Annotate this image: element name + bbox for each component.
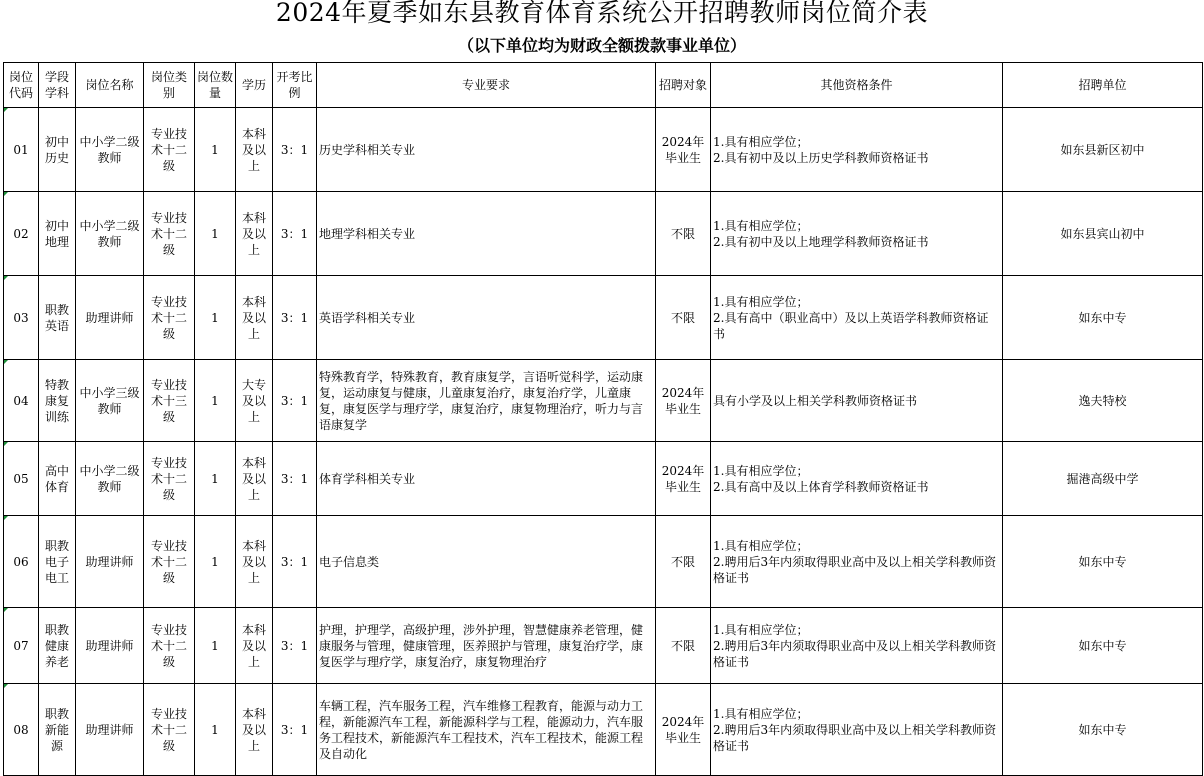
header-target[interactable]: 招聘对象 xyxy=(656,63,711,108)
cell-text: 3：1 xyxy=(280,393,309,408)
table-row xyxy=(4,608,1203,684)
cell-text: 专业技术十二级 xyxy=(150,538,187,585)
cell-text: 英语学科相关专业 xyxy=(319,310,416,325)
table-row xyxy=(4,108,1203,192)
header-other[interactable]: 其他资格条件 xyxy=(711,63,1003,108)
cell-ratio[interactable] xyxy=(273,684,317,776)
cell-name[interactable] xyxy=(76,276,144,360)
cell-count[interactable] xyxy=(195,108,236,192)
cell-text: 具有小学及以上相关学科教师资格证书 xyxy=(713,393,918,408)
cell-name[interactable] xyxy=(76,442,144,516)
cell-text: 本科及以上 xyxy=(241,455,266,502)
cell-code[interactable] xyxy=(4,276,39,360)
cell-category[interactable] xyxy=(144,108,195,192)
cell-count[interactable] xyxy=(195,360,236,442)
cell-text: 3：1 xyxy=(280,310,309,325)
cell-category[interactable] xyxy=(144,608,195,684)
cell-target[interactable] xyxy=(656,608,711,684)
cell-text: 本科及以上 xyxy=(241,294,266,341)
cell-education[interactable] xyxy=(236,276,273,360)
cell-text: 3：1 xyxy=(280,471,309,486)
cell-target[interactable] xyxy=(656,276,711,360)
cell-text: 本科及以上 xyxy=(241,126,266,173)
cell-text: 本科及以上 xyxy=(241,538,266,585)
cell-unit[interactable] xyxy=(1003,276,1203,360)
cell-text: 2024年毕业生 xyxy=(661,463,705,494)
cell-category[interactable] xyxy=(144,276,195,360)
cell-code[interactable] xyxy=(4,442,39,516)
cell-education[interactable] xyxy=(236,608,273,684)
cell-category[interactable] xyxy=(144,360,195,442)
cell-text: 特殊教育学，特殊教育，教育康复学，言语听觉科学，运动康复，运动康复与健康，儿童康复治疗，康复治疗学，儿童康复，康复医学与理疗学，康复治疗，康复物理治疗，听力与言语康复学 xyxy=(319,369,644,432)
table-row xyxy=(4,192,1203,276)
cell-text: 本科及以上 xyxy=(241,706,266,753)
cell-unit[interactable] xyxy=(1003,360,1203,442)
cell-text: 07 xyxy=(13,638,29,653)
cell-text: 1 xyxy=(211,393,219,408)
cell-text: 职教健康养老 xyxy=(44,622,69,669)
cell-unit[interactable] xyxy=(1003,684,1203,776)
cell-other[interactable] xyxy=(711,192,1003,276)
cell-category[interactable] xyxy=(144,516,195,608)
cell-text: 05 xyxy=(13,471,29,486)
cell-major[interactable] xyxy=(317,360,656,442)
cell-subject[interactable] xyxy=(39,360,76,442)
cell-ratio[interactable] xyxy=(273,608,317,684)
cell-subject[interactable] xyxy=(39,108,76,192)
cell-unit[interactable] xyxy=(1003,516,1203,608)
cell-text: 大专及以上 xyxy=(241,377,266,424)
cell-text: 01 xyxy=(13,142,29,157)
cell-target[interactable] xyxy=(656,442,711,516)
cell-text: 3：1 xyxy=(280,554,309,569)
table-row xyxy=(4,276,1203,360)
cell-unit[interactable] xyxy=(1003,108,1203,192)
cell-text: 1 xyxy=(211,638,219,653)
cell-text: 中小学二级教师 xyxy=(79,218,140,249)
cell-name[interactable] xyxy=(76,360,144,442)
cell-text: 专业技术十二级 xyxy=(150,294,187,341)
cell-ratio[interactable] xyxy=(273,442,317,516)
cell-text: 如东县宾山初中 xyxy=(1060,226,1145,241)
cell-text: 1 xyxy=(211,554,219,569)
cell-text: 如东中专 xyxy=(1078,554,1127,569)
cell-text: 职教电子电工 xyxy=(44,538,69,585)
cell-education[interactable] xyxy=(236,192,273,276)
cell-major[interactable] xyxy=(317,608,656,684)
cell-subject[interactable] xyxy=(39,442,76,516)
cell-ratio[interactable] xyxy=(273,516,317,608)
cell-text: 护理，护理学，高级护理，涉外护理，智慧健康养老管理，健康服务与管理，健康管理，医养照护与管理，康复治疗学，康复医学与理疗学，康复治疗，康复物理治疗 xyxy=(319,622,644,669)
header-ratio[interactable]: 开考比例 xyxy=(273,63,317,108)
cell-other[interactable] xyxy=(711,442,1003,516)
cell-text: 初中历史 xyxy=(44,134,69,165)
cell-text: 助理讲师 xyxy=(85,722,134,737)
cell-text: 本科及以上 xyxy=(241,210,266,257)
header-code[interactable]: 岗位代码 xyxy=(4,63,39,108)
cell-education[interactable] xyxy=(236,516,273,608)
cell-code[interactable] xyxy=(4,516,39,608)
cell-name[interactable] xyxy=(76,608,144,684)
cell-text: 专业技术十二级 xyxy=(150,622,187,669)
cell-subject[interactable] xyxy=(39,684,76,776)
cell-target[interactable] xyxy=(656,192,711,276)
cell-text: 专业技术十二级 xyxy=(150,126,187,173)
cell-text: 职教新能源 xyxy=(44,706,69,753)
cell-major[interactable] xyxy=(317,516,656,608)
cell-count[interactable] xyxy=(195,192,236,276)
cell-major[interactable] xyxy=(317,276,656,360)
cell-name[interactable] xyxy=(76,192,144,276)
cell-subject[interactable] xyxy=(39,276,76,360)
table-row xyxy=(4,516,1203,608)
cell-name[interactable] xyxy=(76,108,144,192)
cell-text: 如东县新区初中 xyxy=(1060,142,1145,157)
cell-target[interactable] xyxy=(656,108,711,192)
cell-code[interactable] xyxy=(4,360,39,442)
cell-major[interactable] xyxy=(317,192,656,276)
cell-text: 车辆工程，汽车服务工程，汽车维修工程教育，能源与动力工程，新能源汽车工程，新能源科学与工程，能源动力，汽车服务工程技术，新能源汽车工程技术，汽车工程技术，能源工程及自动化 xyxy=(319,698,644,761)
cell-text: 专业技术十二级 xyxy=(150,210,187,257)
cell-count[interactable] xyxy=(195,684,236,776)
cell-text: 04 xyxy=(13,393,29,408)
cell-code[interactable] xyxy=(4,192,39,276)
cell-text: 中小学三级教师 xyxy=(79,385,140,416)
cell-ratio[interactable] xyxy=(273,276,317,360)
cell-text: 不限 xyxy=(670,554,695,569)
cell-education[interactable] xyxy=(236,360,273,442)
cell-category[interactable] xyxy=(144,684,195,776)
cell-text: 1 xyxy=(211,471,219,486)
cell-text: 地理学科相关专业 xyxy=(319,226,416,241)
cell-text: 2024年毕业生 xyxy=(661,385,705,416)
cell-count[interactable] xyxy=(195,442,236,516)
cell-text: 不限 xyxy=(670,226,695,241)
cell-text: 2024年毕业生 xyxy=(661,134,705,165)
cell-text: 历史学科相关专业 xyxy=(319,142,416,157)
cell-text: 中小学二级教师 xyxy=(79,463,140,494)
cell-education[interactable] xyxy=(236,442,273,516)
cell-subject[interactable] xyxy=(39,516,76,608)
recruitment-table xyxy=(3,62,1203,776)
cell-other[interactable] xyxy=(711,608,1003,684)
cell-text: 3：1 xyxy=(280,722,309,737)
cell-text: 02 xyxy=(13,226,29,241)
header-category[interactable]: 岗位类别 xyxy=(144,63,195,108)
cell-text: 高中体育 xyxy=(44,463,69,494)
cell-count[interactable] xyxy=(195,276,236,360)
cell-text: 1.具有相应学位； 2.具有初中及以上地理学科教师资格证书 xyxy=(713,218,929,249)
cell-other[interactable] xyxy=(711,108,1003,192)
cell-text: 2024年毕业生 xyxy=(661,714,705,745)
cell-text: 如东中专 xyxy=(1078,638,1127,653)
cell-text: 1.具有相应学位； 2.聘用后3年内须取得职业高中及以上相关学科教师资格证书 xyxy=(713,622,997,669)
cell-text: 不限 xyxy=(670,638,695,653)
cell-major[interactable] xyxy=(317,684,656,776)
cell-text: 掘港高级中学 xyxy=(1066,471,1139,486)
header-subject[interactable]: 学段学科 xyxy=(39,63,76,108)
cell-target[interactable] xyxy=(656,684,711,776)
cell-text: 不限 xyxy=(670,310,695,325)
cell-other[interactable] xyxy=(711,684,1003,776)
cell-count[interactable] xyxy=(195,608,236,684)
cell-code[interactable] xyxy=(4,684,39,776)
cell-text: 1.具有相应学位； 2.具有初中及以上历史学科教师资格证书 xyxy=(713,134,929,165)
cell-text: 特教康复训练 xyxy=(44,377,69,424)
cell-text: 03 xyxy=(13,310,29,325)
cell-text: 如东中专 xyxy=(1078,310,1127,325)
cell-text: 06 xyxy=(13,554,29,569)
cell-text: 1.具有相应学位； 2.聘用后3年内须取得职业高中及以上相关学科教师资格证书 xyxy=(713,706,997,753)
cell-text: 本科及以上 xyxy=(241,622,266,669)
cell-text: 助理讲师 xyxy=(85,554,134,569)
cell-code[interactable] xyxy=(4,108,39,192)
cell-text: 初中地理 xyxy=(44,218,69,249)
cell-text: 专业技术十二级 xyxy=(150,706,187,753)
cell-other[interactable] xyxy=(711,276,1003,360)
cell-major[interactable] xyxy=(317,108,656,192)
cell-text: 1.具有相应学位； 2.具有高中及以上体育学科教师资格证书 xyxy=(713,463,929,494)
cell-text: 中小学二级教师 xyxy=(79,134,140,165)
table-row xyxy=(4,442,1203,516)
cell-text: 逸夫特校 xyxy=(1078,393,1127,408)
cell-text: 如东中专 xyxy=(1078,722,1127,737)
cell-ratio[interactable] xyxy=(273,360,317,442)
page-title: 2024年夏季如东县教育体育系统公开招聘教师岗位简介表 xyxy=(275,0,929,27)
cell-count[interactable] xyxy=(195,516,236,608)
cell-other[interactable] xyxy=(711,360,1003,442)
cell-target[interactable] xyxy=(656,360,711,442)
cell-text: 08 xyxy=(13,722,29,737)
cell-text: 1 xyxy=(211,310,219,325)
header-education[interactable]: 学历 xyxy=(236,63,273,108)
header-row xyxy=(4,63,1203,108)
cell-text: 1.具有相应学位； 2.具有高中（职业高中）及以上英语学科教师资格证书 xyxy=(713,294,989,341)
cell-subject[interactable] xyxy=(39,608,76,684)
page-subtitle: （以下单位均为财政全额拨款事业单位） xyxy=(457,36,746,55)
cell-text: 3：1 xyxy=(280,226,309,241)
cell-code[interactable] xyxy=(4,608,39,684)
cell-text: 1 xyxy=(211,226,219,241)
cell-text: 1 xyxy=(211,142,219,157)
header-unit[interactable]: 招聘单位 xyxy=(1003,63,1203,108)
cell-category[interactable] xyxy=(144,192,195,276)
cell-text: 1.具有相应学位； 2.聘用后3年内须取得职业高中及以上相关学科教师资格证书 xyxy=(713,538,997,585)
header-count[interactable]: 岗位数量 xyxy=(195,63,236,108)
header-major[interactable]: 专业要求 xyxy=(317,63,656,108)
cell-text: 助理讲师 xyxy=(85,638,134,653)
cell-education[interactable] xyxy=(236,108,273,192)
table-row xyxy=(4,360,1203,442)
cell-ratio[interactable] xyxy=(273,192,317,276)
cell-unit[interactable] xyxy=(1003,608,1203,684)
cell-category[interactable] xyxy=(144,442,195,516)
cell-major[interactable] xyxy=(317,442,656,516)
table-row xyxy=(4,684,1203,776)
cell-ratio[interactable] xyxy=(273,108,317,192)
cell-name[interactable] xyxy=(76,516,144,608)
cell-text: 专业技术十三级 xyxy=(150,377,187,424)
header-name[interactable]: 岗位名称 xyxy=(76,63,144,108)
cell-text: 电子信息类 xyxy=(319,554,380,569)
cell-text: 助理讲师 xyxy=(85,310,134,325)
cell-text: 专业技术十二级 xyxy=(150,455,187,502)
cell-unit[interactable] xyxy=(1003,442,1203,516)
cell-text: 3：1 xyxy=(280,142,309,157)
cell-text: 职教英语 xyxy=(44,302,69,333)
cell-text: 3：1 xyxy=(280,638,309,653)
cell-name[interactable] xyxy=(76,684,144,776)
cell-unit[interactable] xyxy=(1003,192,1203,276)
cell-other[interactable] xyxy=(711,516,1003,608)
cell-education[interactable] xyxy=(236,684,273,776)
cell-text: 体育学科相关专业 xyxy=(319,471,416,486)
cell-text: 1 xyxy=(211,722,219,737)
cell-target[interactable] xyxy=(656,516,711,608)
cell-subject[interactable] xyxy=(39,192,76,276)
